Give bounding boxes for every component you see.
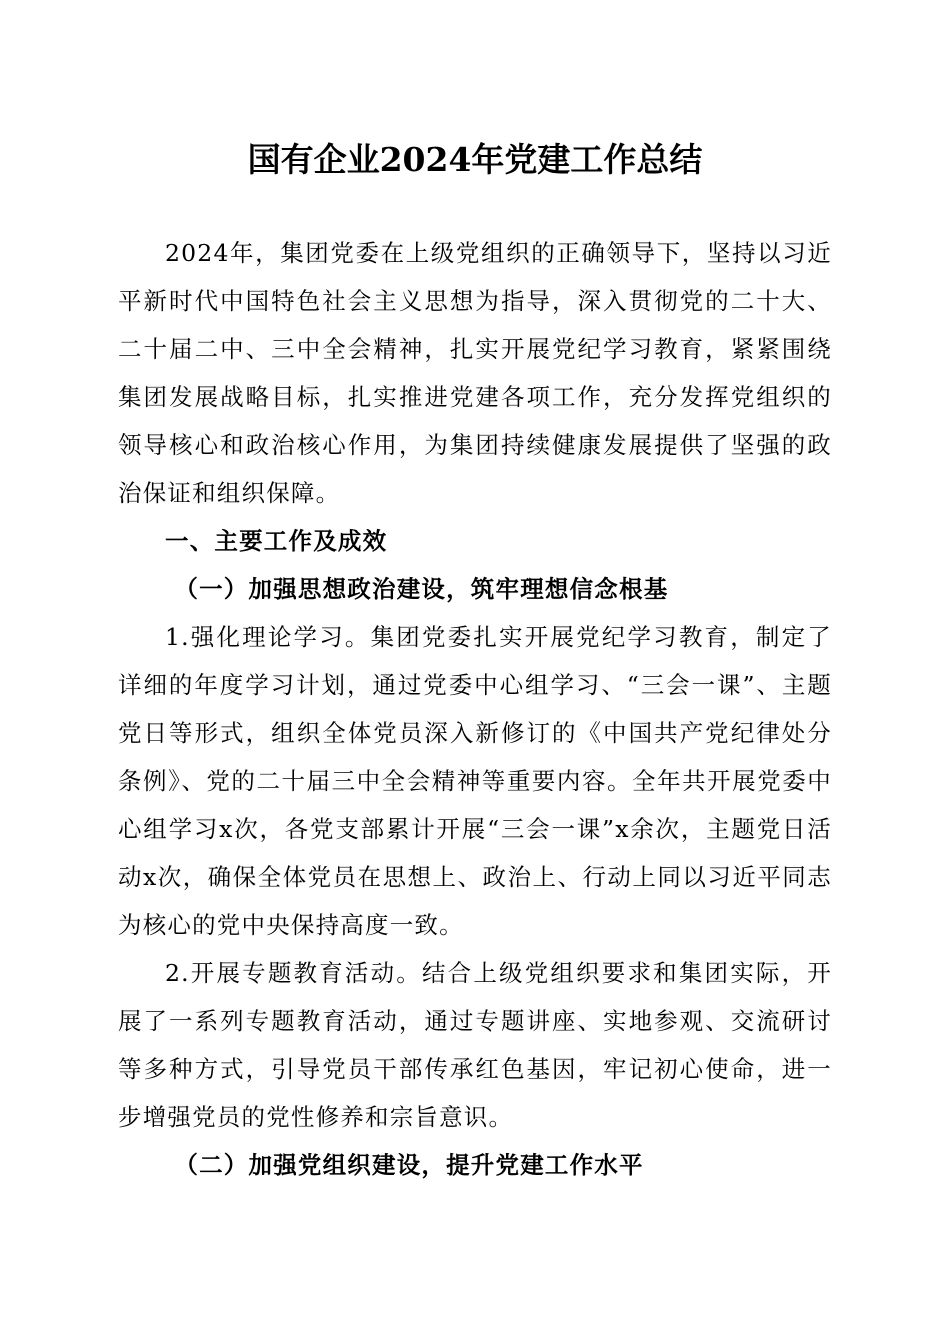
subsection-heading-organization: （二）加强党组织建设，提升党建工作水平 bbox=[174, 1151, 644, 1179]
section-heading-main-work: 一、主要工作及成效 bbox=[165, 527, 388, 555]
subsection-heading-ideology: （一）加强思想政治建设，筑牢理想信念根基 bbox=[174, 575, 669, 603]
document-title: 国有企业2024年党建工作总结 bbox=[247, 140, 703, 179]
paragraph-special-education: 2.开展专题教育活动。结合上级党组织要求和集团实际，开展了一系列专题教育活动，通过专题讲座、实地参观、交流研讨等多种方式，引导党员干部传承红色基因，牢记初心使命，进一步增强党员的党性修养和宗旨意识。 bbox=[118, 959, 832, 1131]
intro-paragraph: 2024年，集团党委在上级党组织的正确领导下，坚持以习近平新时代中国特色社会主义思想为指导，深入贯彻党的二十大、二十届二中、三中全会精神，扎实开展党纪学习教育，紧紧围绕集团发展战略目标，扎实推进党建各项工作，充分发挥党组织的领导核心和政治核心作用，为集团持续健康发展提供了坚强的政治保证和组织保障。 bbox=[118, 239, 832, 507]
paragraph-theory-study: 1.强化理论学习。集团党委扎实开展党纪学习教育，制定了详细的年度学习计划，通过党委中心组学习、“三会一课”、主题党日等形式，组织全体党员深入新修订的《中国共产党纪律处分条例》、党的二十届三中全会精神等重要内容。全年共开展党委中心组学习x次，各党支部累计开展“三会一课”x余次，主题党日活动x次，确保全体党员在思想上、政治上、行动上同以习近平同志为核心的党中央保持高度一致。 bbox=[118, 623, 832, 939]
document-body bbox=[118, 229, 832, 1189]
